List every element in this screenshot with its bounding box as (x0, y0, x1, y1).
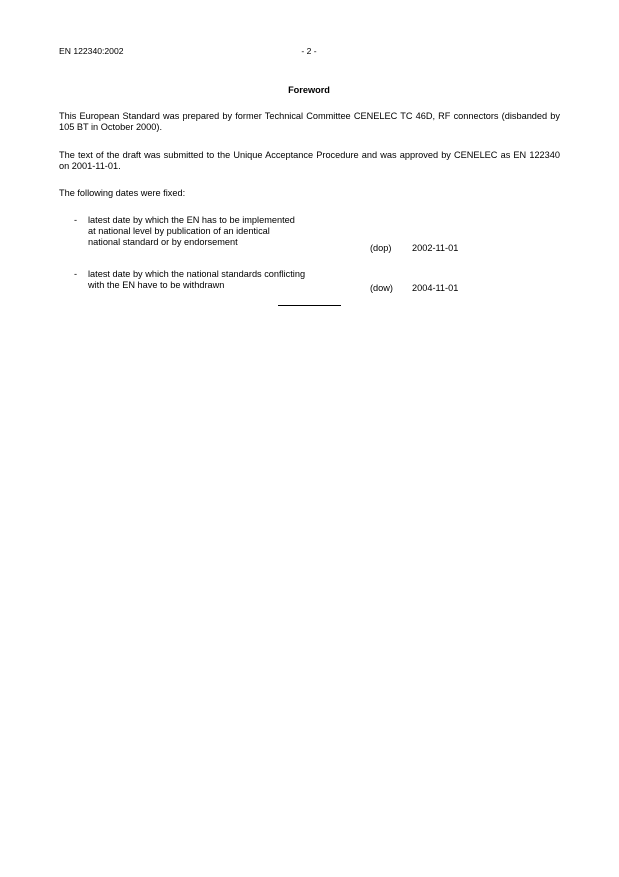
description-line: with the EN have to be withdrawn (88, 280, 225, 290)
date-item-description (88, 269, 378, 291)
description-line: at national level by publication of an identical (88, 226, 270, 236)
date-value: 2002-11-01 (412, 243, 459, 253)
list-bullet: - (74, 269, 78, 279)
foreword-paragraph-1: This European Standard was prepared by former Technical Committee CENELEC TC 46D, RF connectors (disbanded by 105 BT in October 2000). (59, 111, 560, 132)
document-id: EN 122340:2002 (59, 46, 124, 56)
description-line: latest date by which the national standards conflicting (88, 269, 306, 279)
date-abbreviation: (dop) (370, 243, 392, 253)
section-end-rule (278, 305, 341, 306)
foreword-paragraph-2: The text of the draft was submitted to the Unique Acceptance Procedure and was approved by CENELEC as EN 122340 on 2001-11-01. (59, 150, 560, 171)
foreword-title: Foreword (288, 85, 330, 95)
page-number: - 2 - (301, 46, 317, 56)
foreword-paragraph-3: The following dates were fixed: (59, 188, 186, 198)
date-item-description (88, 215, 378, 248)
date-value: 2004-11-01 (412, 283, 459, 293)
description-line: national standard or by endorsement (88, 237, 238, 247)
description-line: latest date by which the EN has to be implemented (88, 215, 295, 225)
list-bullet: - (74, 215, 78, 225)
date-abbreviation: (dow) (370, 283, 393, 293)
